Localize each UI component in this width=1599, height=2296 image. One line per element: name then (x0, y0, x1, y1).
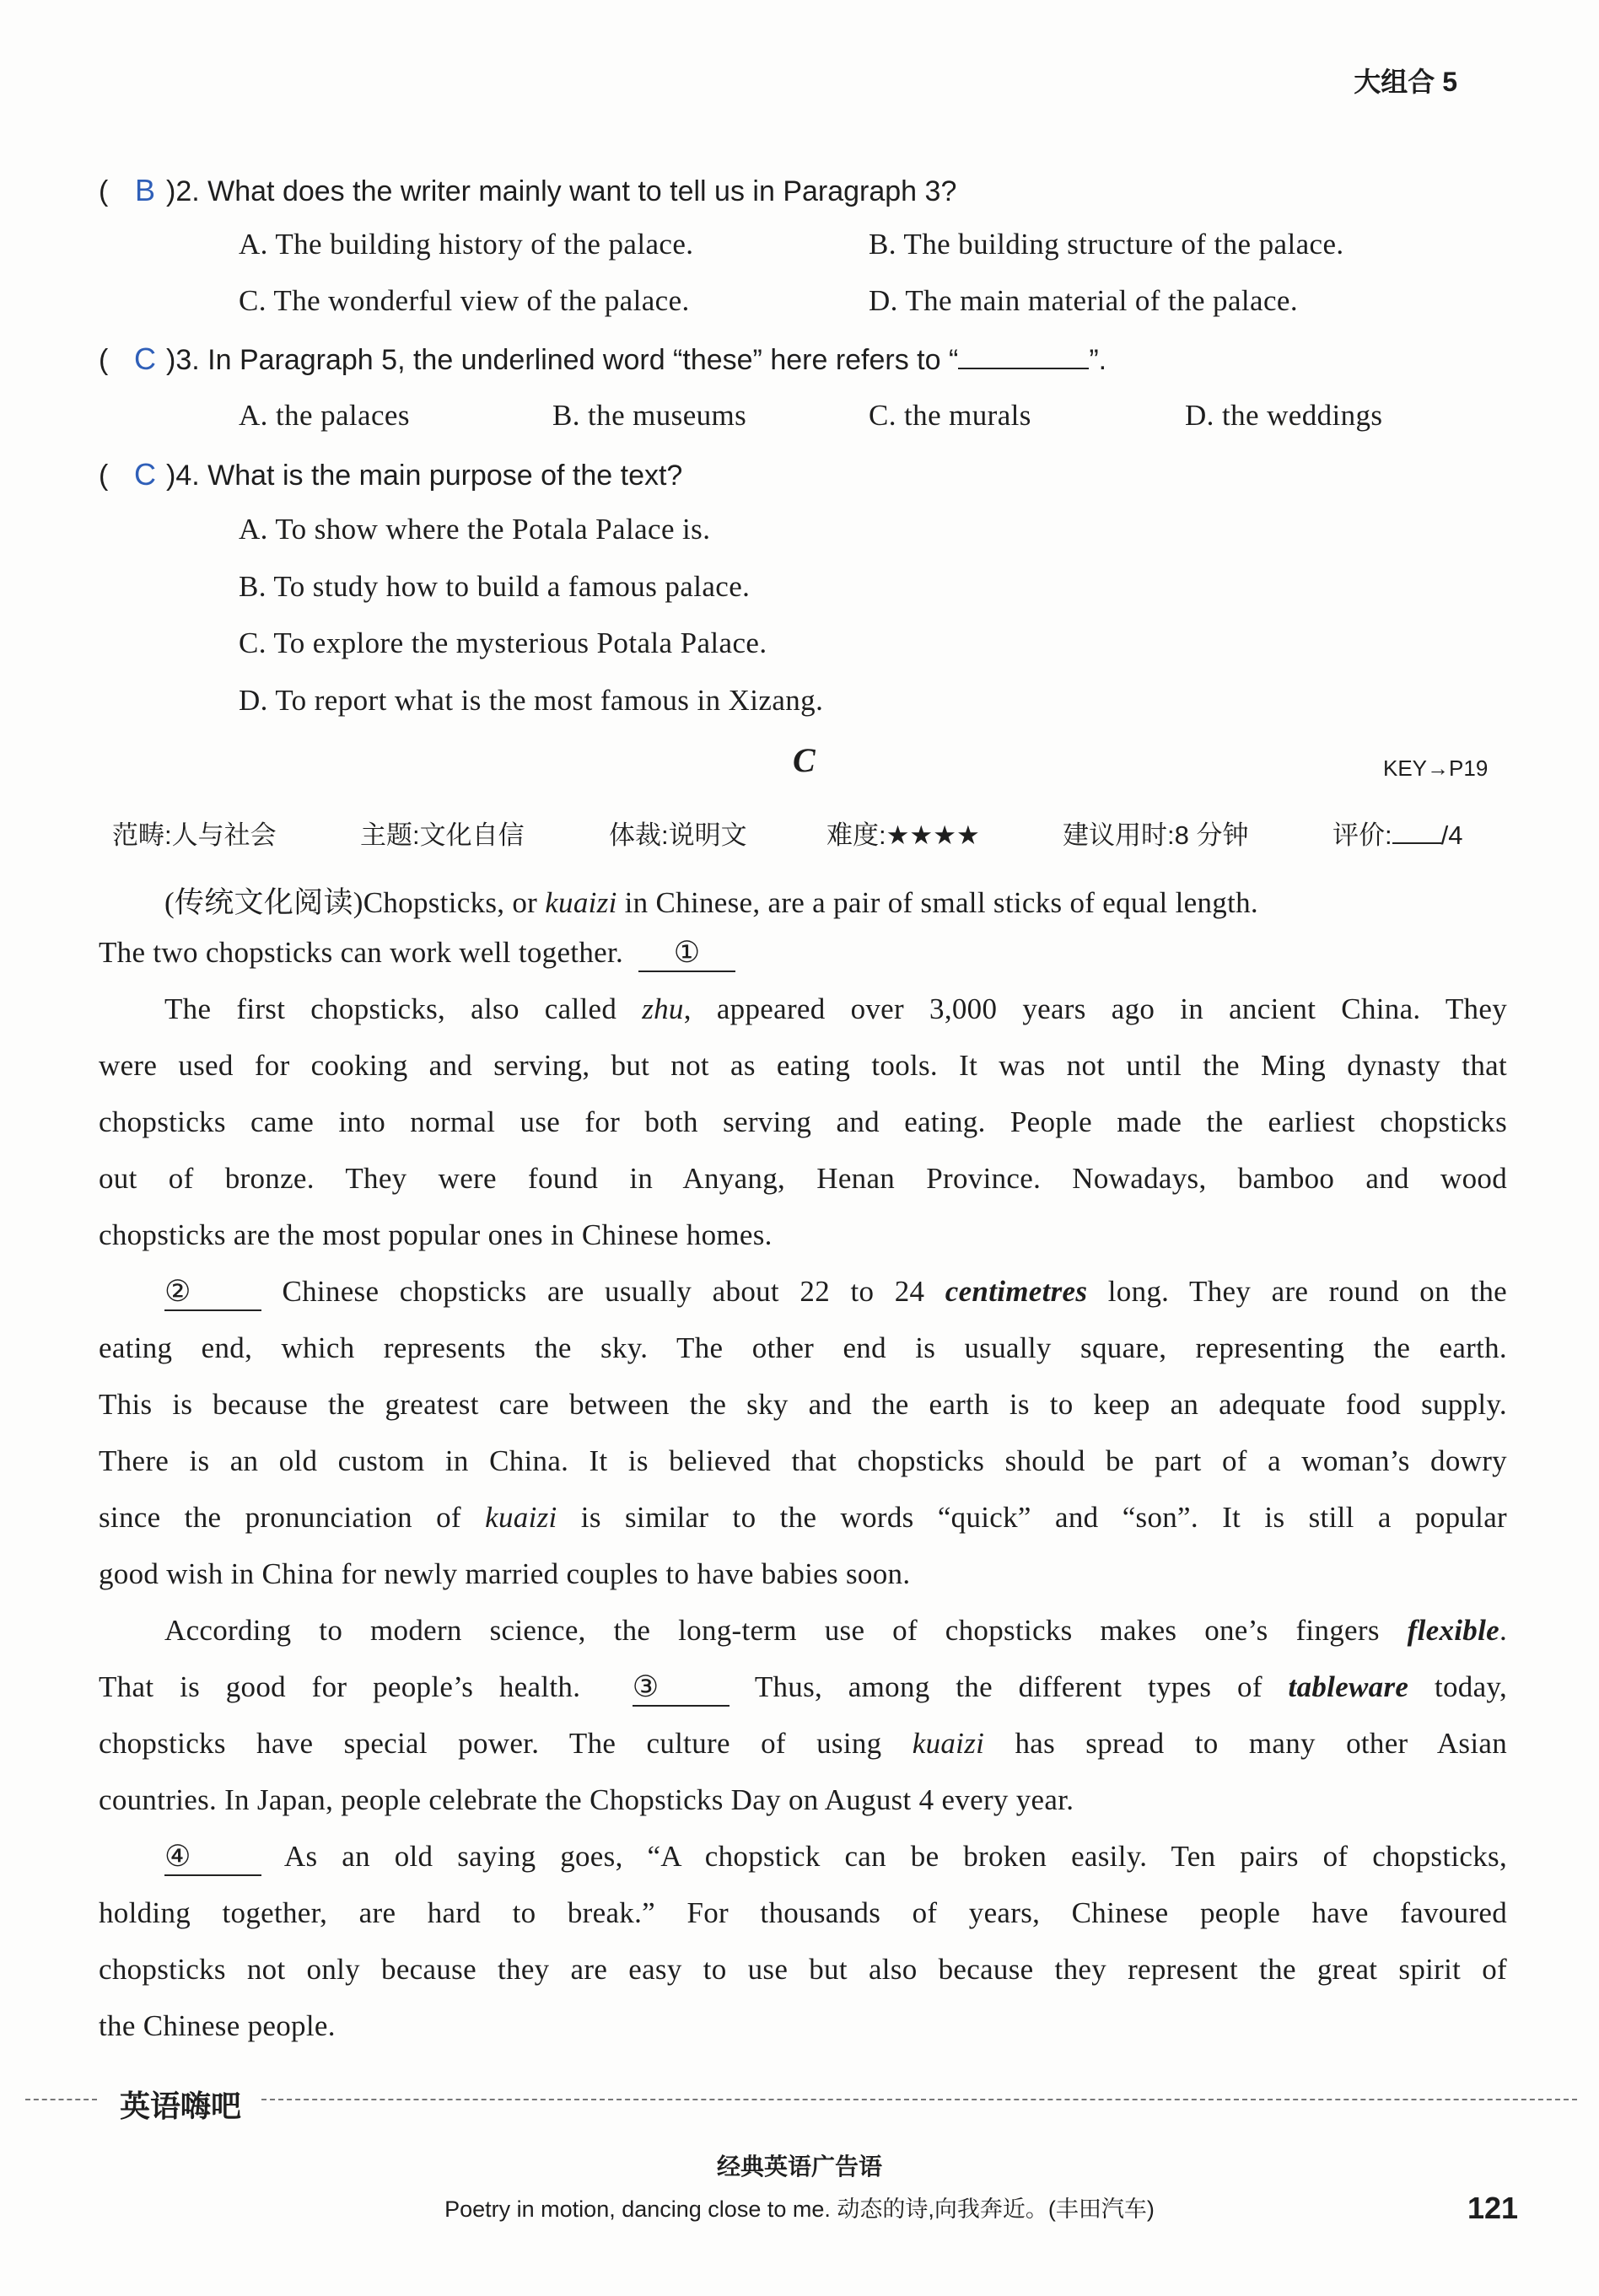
paren-open: ( (99, 460, 109, 492)
section-title: C (793, 741, 816, 779)
text-span: The first chopsticks, also called (164, 992, 643, 1025)
paren-open: ( (99, 175, 109, 207)
option-c: C. The wonderful view of the palace. (239, 284, 690, 317)
passage-line (99, 1670, 1507, 1707)
glossed-word: tableware (1288, 1670, 1409, 1703)
question-stem: What does the writer mainly want to tell us in Paragraph 3? (207, 175, 957, 207)
passage-line: countries. In Japan, people celebrate the Chopsticks Day on August 4 every year. (99, 1783, 1074, 1816)
glossed-word: centimetres (945, 1275, 1088, 1308)
italic-term: kuaizi (485, 1501, 557, 1534)
answer-key-reference[interactable]: KEY→P19 (1383, 755, 1489, 781)
passage-line: eating end, which represents the sky. The other end is usually square, representing the earth. (99, 1331, 1507, 1364)
option-d: D. The main material of the palace. (869, 284, 1298, 317)
question-2 (99, 173, 956, 208)
passage-line: chopsticks are the most popular ones in Chinese homes. (99, 1218, 773, 1251)
glossed-word: flexible (1407, 1614, 1499, 1647)
text-span: is similar to the words “quick” and “son”. It is still a popular (557, 1501, 1507, 1534)
passage-line: There is an old custom in China. It is believed that chopsticks should be part of a woman’s dowry (99, 1444, 1507, 1477)
text-span: in Chinese, are a pair of small sticks of equal length. (616, 886, 1258, 919)
passage-line: chopsticks not only because they are easy to use but also because they represent the great spirit of (99, 1953, 1507, 1986)
option-a: A. The building history of the palace. (239, 228, 694, 261)
italic-term: zhu (642, 992, 684, 1025)
passage-line: were used for cooking and serving, but not as eating tools. It was not until the Ming dynasty that (99, 1049, 1507, 1082)
question-number: 2. (175, 175, 200, 207)
italic-term: kuaizi (545, 886, 617, 919)
footer-section-label: 英语嗨吧 (120, 2089, 242, 2123)
question-3 (99, 341, 1106, 377)
ad-slogan-title: 经典英语广告语 (716, 2154, 882, 2180)
answer-q2: B (134, 173, 155, 207)
unit-title: 大组合 5 (1354, 67, 1457, 97)
meta-time: 建议用时:8 分钟 (1063, 820, 1249, 850)
passage-line (164, 992, 1507, 1026)
passage-line: chopsticks came into normal use for both serving and eating. People made the earliest chopsticks (99, 1105, 1507, 1138)
text-span: According to modern science, the long-term use of chopsticks makes one’s fingers (164, 1614, 1408, 1647)
page-number: 121 (1467, 2191, 1519, 2225)
option-b: B. the museums (552, 399, 747, 432)
text-span: Chinese chopsticks are usually about 22 to 24 (261, 1275, 945, 1308)
passage-line: holding together, are hard to break.” For thousands of years, Chinese people have favoured (99, 1896, 1507, 1929)
italic-term: kuaizi (912, 1727, 985, 1760)
answer-blank (958, 342, 1089, 369)
option-c: C. the murals (869, 399, 1031, 432)
question-number: 3. (175, 344, 200, 376)
passage-line (164, 1614, 1507, 1648)
text-span: , appeared over 3,000 years ago in ancient China. They (683, 992, 1507, 1025)
passage-line (164, 1840, 1507, 1876)
option-b: B. To study how to build a famous palace. (239, 570, 751, 603)
paren-close: ) (166, 344, 176, 376)
question-number: 4. (175, 460, 200, 492)
text-span: today, (1408, 1670, 1507, 1703)
meta-genre: 体裁:说明文 (609, 820, 747, 850)
question-stem-end: ”. (1089, 344, 1107, 376)
passage-line (164, 1275, 1507, 1311)
eval-label: 评价: (1332, 820, 1392, 850)
answer-q3: C (134, 341, 156, 376)
blank-1: ① (638, 938, 735, 972)
paren-open: ( (99, 344, 109, 376)
passage-line: good wish in China for newly married couples to have babies soon. (99, 1557, 911, 1590)
question-4 (99, 457, 682, 492)
passage-line (164, 879, 1507, 922)
passage-line: the Chinese people. (99, 2009, 336, 2042)
option-a: A. To show where the Potala Palace is. (239, 513, 711, 546)
footer-rule-right (261, 2099, 1577, 2100)
meta-theme: 主题:文化自信 (360, 820, 525, 850)
meta-evaluation (1332, 814, 1462, 852)
passage-line (99, 1501, 1507, 1535)
passage-line (99, 1727, 1507, 1761)
text-span: has spread to many other Asian (984, 1727, 1508, 1760)
passage-line (99, 936, 1507, 972)
blank-4: ④ (164, 1842, 261, 1876)
text-span: Thus, among the different types of (729, 1670, 1289, 1703)
text-span: chopsticks have special power. The culture of using (99, 1727, 913, 1760)
eval-score-blank (1392, 820, 1441, 844)
passage-line: out of bronze. They were found in Anyang, Henan Province. Nowadays, bamboo and wood (99, 1162, 1507, 1195)
meta-scope: 范畴:人与社会 (112, 820, 277, 850)
question-stem: In Paragraph 5, the underlined word “these” here refers to “ (207, 344, 959, 376)
reading-tag: (传统文化阅读) (164, 886, 363, 919)
blank-2: ② (164, 1277, 261, 1311)
option-d: D. the weddings (1185, 399, 1383, 432)
paren-close: ) (166, 460, 176, 492)
passage-line: This is because the greatest care between the sky and the earth is to keep an adequate food supply. (99, 1388, 1507, 1421)
option-c: C. To explore the mysterious Potala Palace. (239, 626, 767, 659)
text-span: That is good for people’s health. (99, 1670, 581, 1703)
meta-difficulty: 难度:★★★★ (826, 820, 980, 850)
eval-total: /4 (1440, 820, 1463, 850)
option-a: A. the palaces (239, 399, 410, 432)
text-span: long. They are round on the (1087, 1275, 1507, 1308)
paren-close: ) (166, 175, 176, 207)
ad-slogan: Poetry in motion, dancing close to me. 动态的诗,向我奔近。(丰田汽车) (444, 2197, 1155, 2222)
question-stem: What is the main purpose of the text? (207, 460, 683, 492)
option-d: D. To report what is the most famous in Xizang. (239, 684, 824, 717)
text-span: . (1499, 1614, 1507, 1647)
blank-3: ③ (633, 1672, 730, 1707)
option-b: B. The building structure of the palace. (869, 228, 1344, 261)
footer-rule-left (25, 2099, 97, 2100)
text-span: The two chopsticks can work well together. (99, 936, 624, 969)
text-span: Chopsticks, or (363, 886, 546, 919)
answer-q4: C (134, 457, 156, 492)
text-span: As an old saying goes, “A chopstick can be broken easily. Ten pairs of chopsticks, (261, 1840, 1507, 1873)
text-span: since the pronunciation of (99, 1501, 486, 1534)
